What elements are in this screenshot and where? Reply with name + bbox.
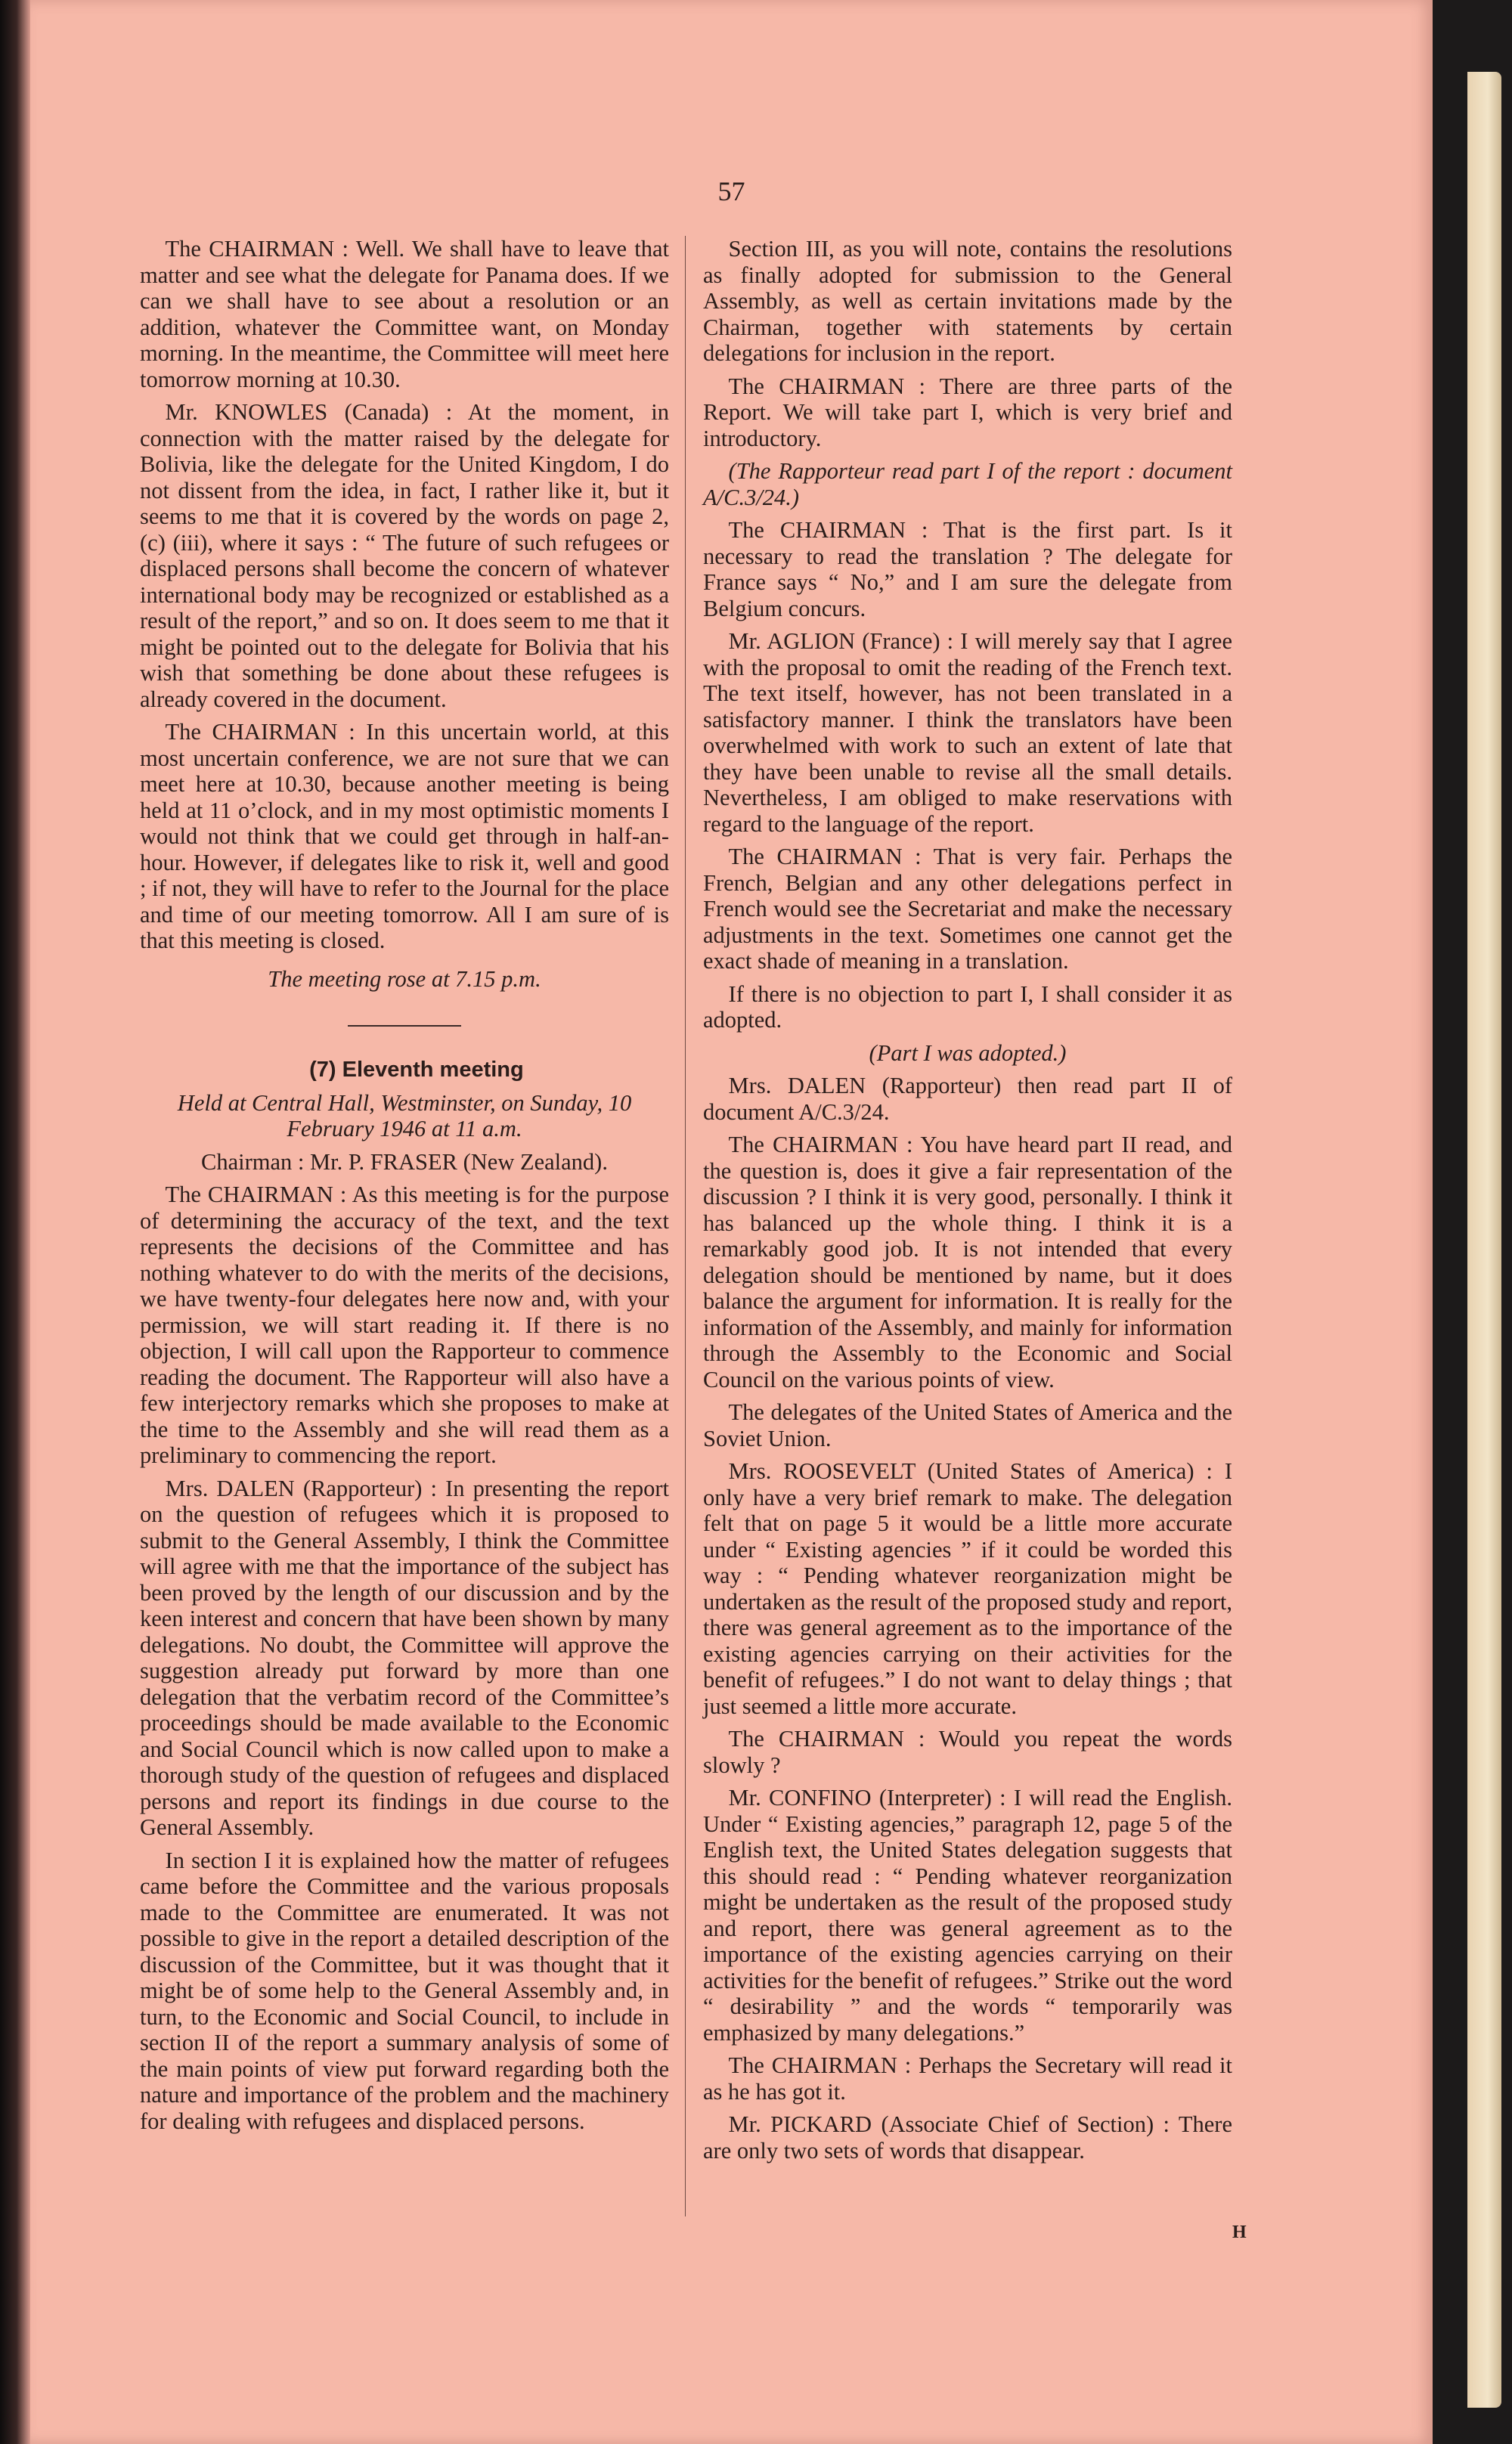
paragraph: The CHAIRMAN : In this uncertain world, at this most uncertain conference, we are not sure that we can meet here at 10.30, because another meeting is being held at 11 o’clock, and in my most optimistic moments I would not think that we could get through in half-an-hour. However, if delegates like to risk it, well and good ; if not, they will have to refer to the Journal for the place and time of our meeting tomorrow. All I am sure of is that this meeting is closed. [140,719,669,953]
section-divider [348,1025,461,1027]
paragraph: In section I it is explained how the matter of refugees came before the Committee and the various proposals made to the Committee are enumerated. It was not possible to give in the report a detailed description of the discussion of the Committee, but it was thought that it might be of some help to the General Assembly and, in turn, to the Economic and Social Council, to include in section II of the report a summary analysis of some of the main points of view put forward regarding both the nature and importance of the problem and the machinery for dealing with refugees and displaced persons. [140,1847,669,2134]
paragraph: Mrs. DALEN (Rapporteur) : In presenting the report on the question of refugees which it is proposed to submit to the General Assembly, I think the Committee will agree with me that the importance of the subject has been proved by the length of our discussion and by the keen interest and concern that have been shown by many delegations. No doubt, the Committee will approve the suggestion already put forward by more than one delegation that the verbatim record of the Committee’s proceedings should be made available to the Economic and Social Council which is now called upon to make a thorough study of the question of refugees and displaced persons and report its findings in due course to the General Assembly. [140,1475,669,1840]
book-spine [0,0,30,2444]
paragraph: The delegates of the United States of America and the Soviet Union. [703,1399,1232,1451]
right-column [703,236,1232,2170]
paragraph: Mr. AGLION (France) : I will merely say that I agree with the proposal to omit the reading of the French text. The text itself, however, has not been translated in a satisfactory manner. I think the translators have been overwhelmed with work to such an extent of late that they have been unable to revise all the small details. Nevertheless, I am obliged to make reservations with regard to the language of the report. [703,628,1232,837]
paragraph: Mr. KNOWLES (Canada) : At the moment, in connection with the matter raised by the delegate for Bolivia, like the delegate for the United Kingdom, I do not dissent from the idea, in fact, I rather like it, but it seems to me that it is covered by the words on page 2, (c) (iii), where it says : “ The future of such refugees or displaced persons shall become the concern of whatever international body may be recognized or established as a result of the report,” and so on. It does seem to me that it might be pointed out to the delegate for Bolivia that his wish that something be done about these refugees is already covered in the document. [140,399,669,712]
paragraph: The CHAIRMAN : That is the first part. Is it necessary to read the translation ? The delegate for France says “ No,” and I am sure the delegate from Belgium concurs. [703,517,1232,621]
paragraph: The CHAIRMAN : As this meeting is for the purpose of determining the accuracy of the text, and the text represents the decisions of the Committee and has nothing whatever to do with the merits of the decisions, we have twenty-four delegates here now and, with your permission, we will start reading it. If there is no objection, I will call upon the Rapporteur to commence reading the document. The Rapporteur will also have a few interjectory remarks which she proposes to make at the time to the Assembly and she will read them as a preliminary to commencing the report. [140,1182,669,1468]
paragraph: Mr. PICKARD (Associate Chief of Section) : There are only two sets of words that disappear. [703,2111,1232,2164]
paragraph: The CHAIRMAN : Perhaps the Secretary will read it as he has got it. [703,2052,1232,2105]
column-divider [685,236,686,2216]
paragraph: Section III, as you will note, contains the resolutions as finally adopted for submission to the General Assembly, as well as certain invitations made by the Chairman, together with statements by certain delegations for inclusion in the report. [703,236,1232,366]
meeting-rose-note: The meeting rose at 7.15 p.m. [268,965,541,992]
page-edge [1467,72,1501,2408]
left-column [140,236,669,2141]
rapporteur-note: (The Rapporteur read part I of the report : document A/C.3/24.) [703,458,1232,510]
paragraph: The CHAIRMAN : That is very fair. Perhaps the French, Belgian and any other delegations perfect in French would see the Secretariat and make the necessary adjustments in the text. Sometimes one cannot get the exact shade of meaning in a translation. [703,844,1232,974]
adopted-note: (Part I was adopted.) [869,1039,1067,1066]
paragraph: Mr. CONFINO (Interpreter) : I will read the English. Under “ Existing agencies,” paragraph 12, page 5 of the English text, the United States delegation suggests that this should read : “ Pending whatever reorganization might be undertaken as the result of the proposed study and report, there was general agreement as to the importance of the existing agencies carrying on their activities for the benefit of refugees.” Strike out the word “ desirability ” and the words “ temporarily was emphasized by many delegations.” [703,1785,1232,2046]
paragraph: The CHAIRMAN : You have heard part II read, and the question is, does it give a fair representation of the discussion ? I think it is very good, personally. I think it has balanced up the whole thing. I think it is a remarkably good job. It is not intended that every delegation should be mentioned by name, but it does balance the argument for information. It is really for the information of the Assembly, and mainly for information through the Assembly to the Economic and Social Council on the various points of view. [703,1132,1232,1392]
paragraph: The CHAIRMAN : Well. We shall have to leave that matter and see what the delegate for Panama does. If we can we shall have to see about a resolution or an addition, whatever the Committee want, on Monday morning. In the meantime, the Committee will meet here tomorrow morning at 10.30. [140,236,669,392]
meeting-location: Held at Central Hall, Westminster, on Sunday, 10 February 1946 at 11 a.m. [177,1089,632,1141]
meeting-heading: (7) Eleventh meeting [309,1058,524,1082]
signature-mark: H [1232,2223,1247,2242]
paragraph: The CHAIRMAN : There are three parts of the Report. We will take part I, which is very brief and introductory. [703,373,1232,451]
paragraph: If there is no objection to part I, I shall consider it as adopted. [703,980,1232,1033]
paragraph: Mrs. DALEN (Rapporteur) then read part II of document A/C.3/24. [703,1073,1232,1125]
meeting-chairman: Chairman : Mr. P. FRASER (New Zealand). [201,1148,608,1175]
paragraph: The CHAIRMAN : Would you repeat the words slowly ? [703,1726,1232,1778]
paragraph: Mrs. ROOSEVELT (United States of America) : I only have a very brief remark to make. The delegation felt that on page 5 it would be a little more accurate under “ Existing agencies ” if it could be worded this way : “ Pending whatever reorganization might be undertaken as the result of the proposed study and report, there was general agreement as to the importance of the existing agencies carrying on their activities for the benefit of refugees.” I do not want to delay things ; that just seemed a little more accurate. [703,1458,1232,1719]
page-number: 57 [717,176,745,206]
document-page [30,0,1433,2444]
